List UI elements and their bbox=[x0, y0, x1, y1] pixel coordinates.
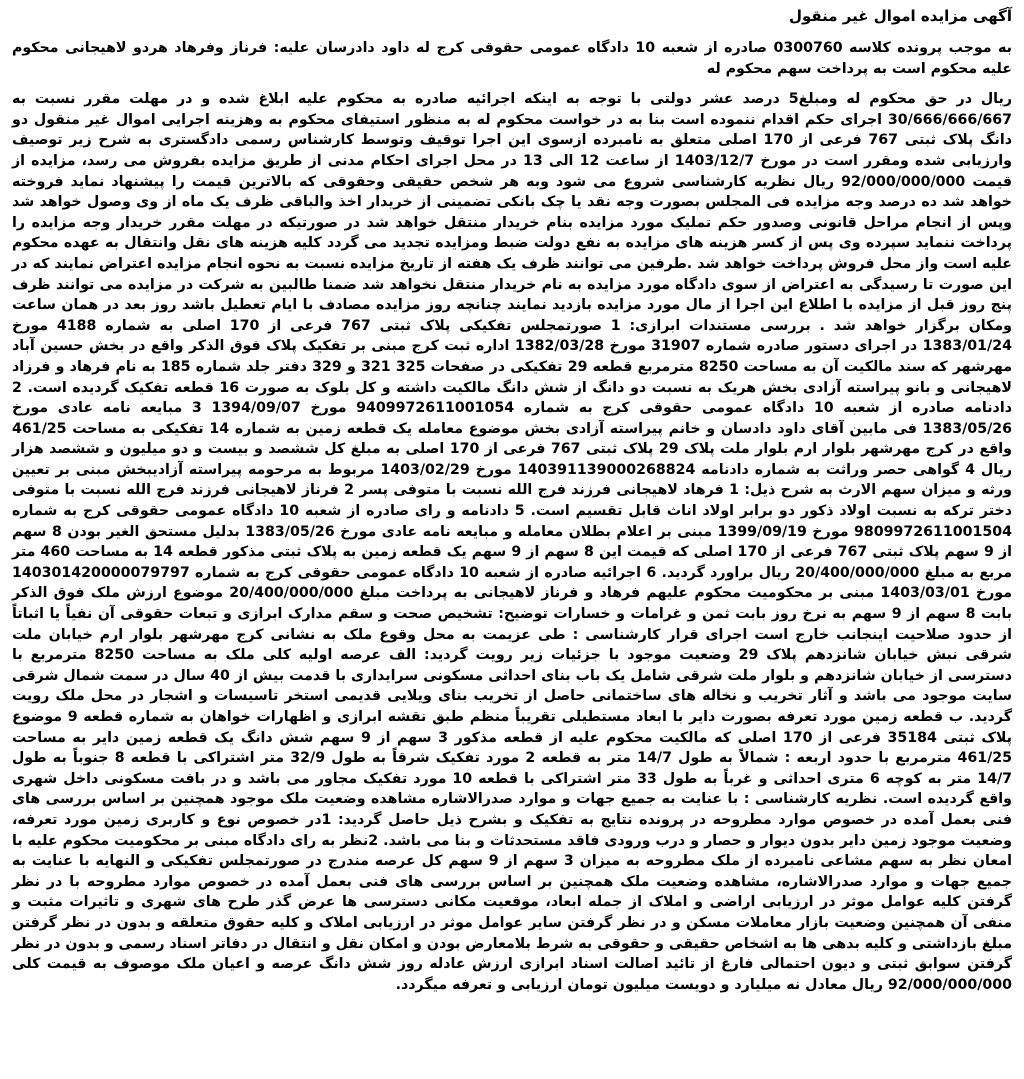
notice-intro: به موجب پرونده کلاسه 0300760 صادره از شعبه 10 دادگاه عمومی حقوقی کرج له داود دادرسان علیه: فرناز وفرهاد هردو لاهیجانی محکوم علیه محکوم است به پرداخت سهم محکوم له bbox=[12, 40, 1012, 77]
notice-body: ریال در حق محکوم له ومبلغ5 درصد عشر دولتی با توجه به اینکه اجرائیه صادره به محکوم علیه ابلاغ شده و در مهلت مقرر نسبت به 30/666/666/667 اجرای حکم اقدام ننموده است بنا به در خواست محکوم له به منظور استیفای محکوم به وهزینه اجرایی اموال غیر منقول دو دانگ پلاک ثبتی 767 فرعی از 170 اصلی متعلق به نامبرده ازسوی این اجرا توقیف وتوسط کارشناس رسمی دادگستری به شرح زیر توصیف وارزیابی شده ومقرر است در مورخ 1403/12/7 از ساعت 12 الی 13 در محل اجرای احکام مدنی از طریق مزایده بفروش می رسد، مزایده از قیمت 92/000/000/000 ریال نظریه کارشناسی شروع می شود وبه هر شخص حقیقی وحقوقی که بالاترین قیمت را پیشنهاد نماید فروخته خواهد شد ده درصد وجه مزایده فی المجلس بصورت وجه نقد یا چک بانکی تضمینی از خریدار اخذ والباقی ظرف یک ماه از وی وصول خواهد شد وپس از انجام مراحل قانونی وصدور حکم تملیک مورد مزایده بنام خریدار منتقل خواهد شد در صورتیکه در مهلت مقرر خریدار وجه مزایده را پرداخت ننماید سپرده وی پس از کسر هزینه های مزایده به نفع دولت ضبط ومزایده تجدید می گردد کلیه هزینه های نقل وانتقال به عهده محکوم علیه است واز محل فروش پرداخت خواهد شد .طرفین می توانند ظرف یک هفته از تاریخ مزایده نسبت به نحوه انجام مزایده اعتراض نمایند که در این صورت تا رسیدگی به اعتراض از سوی دادگاه مورد مزایده به نام خریدار منتقل نخواهد شد ضمنا طالبین به شرکت در مزایده می توانند ظرف پنج روز قبل از مزایده با اطلاع این اجرا از مال مورد مزایده بازدید نمایند چنانچه روز مزایده مصادف با ایام تعطیل باشد روز بعد در همان ساعت ومکان برگزار خواهد شد . بررسی مستندات ابرازی: 1 صورتمجلس تفکیکی پلاک ثبتی 767 فرعی از 170 اصلی به شماره 4188 مورخ 1383/01/24 در اجرای دستور صادره شماره 31907 مورخ 1382/03/28 اداره ثبت کرج مبنی بر تفکیک پلاک فوق الذکر واقع در بخش حسین آباد مهرشهر که سند مالکیت آن به مساحت 8250 مترمربع قطعه 29 تفکیکی در صفحات 325 321 و 329 دفتر جلد شماره 185 به نام فرهاد و فرزاد لاهیجانی و بانو پیراسته آزادی بخش هریک به نسبت دو دانگ از شش دانگ مالکیت داشته و کل بلوک به صورت 16 قطعه تفکیک گردیده است. 2 دادنامه صادره از شعبه 10 دادگاه عمومی حقوقی کرج به شماره 9409972611001054 مورخ 1394/09/07 3 مبایعه نامه عادی مورخ 1383/05/26 فی مابین آقای داود دادسان و خانم پیراسته آزادی بخش موضوع معامله یک قطعه زمین به شماره 14 تفکیکی به مساحت 461/25 واقع در کرج مهرشهر بلوار ارم بلوار ملت پلاک 29 پلاک ثبتی 767 فرعی از 170 اصلی به مبلغ کل ششصد و بیست و دو میلیون و ششصد هزار ریال 4 گواهی حصر وراثت به شماره دادنامه 140391139000268824 مورخ 1403/02/29 مربوط به مرحومه پیراسته آزادیبخش مبنی بر تعیین ورثه و میزان سهم الارث به شرح ذیل: 1 فرهاد لاهیجانی فرزند فرج الله نسبت با متوفی پسر 2 فرناز لاهیجانی فرزند فرج الله نسبت با متوفی دختر ترکه به نسبت اولاد ذکور دو برابر اولاد اناث قابل تقسیم است. 5 دادنامه و رای صادره از شعبه 10 دادگاه عمومی حقوقی کرج به شماره 9809972611001504 مورخ 1399/09/19 مبنی بر اعلام بطلان معامله و مبایعه نامه عادی مورخ 1383/05/26 بدلیل مستحق الغیر بودن 8 سهم از 9 سهم پلاک ثبتی 767 فرعی از 170 اصلی که قیمت این 8 سهم از 9 سهم یک قطعه زمین به پلاک ثبتی مذکور قطعه 14 به مساحت 460 متر مربع به مبلغ 20/400/000/000 ریال براورد گردید. 6 اجرائیه صادره از شعبه 10 دادگاه عمومی حقوقی کرج به شماره 140301420000079797 مورخ 1403/03/01 مبنی بر محکومیت محکوم علیهم فرهاد و فرناز لاهیجانی به پرداخت مبلغ 20/400/000/000 موضوع ارزش ملک فوق الذکر بابت 8 سهم از 9 سهم به نرخ روز بابت ثمن و غرامات و خسارات توضیح: تشخیص صحت و سقم مدارک ابرازی و تبعات حقوقی آن نفیاً یا اثباتاً از حدود صلاحیت اینجانب خارج است اجرای قرار کارشناسی : طی عزیمت به محل وقوع ملک به نشانی کرج مهرشهر بلوار ارم خیابان ملت شرقی نبش خیابان شانزدهم پلاک 29 وضعیت موجود با جزئیات زیر رویت گردید: الف عرصه اولیه کلی ملک به مساحت 8250 مترمربع با دسترسی از خیابان شانزدهم و بلوار ملت شرقی شامل یک باب بنای احداثی مسکونی سرایداری با قدمت بیش از 40 سال در سمت شمال شرقی سایت موجود می باشد و آثار تخریب و نخاله های ساختمانی حاصل از تخریب بنای ویلایی قدیمی استخر تاسیسات و اشجار در محل ملک رویت گردید. ب قطعه زمین مورد تعرفه بصورت دایر با ابعاد مستطیلی تقریباً منظم طبق نقشه ابرازی و اظهارات خواهان به شماره قطعه 9 موضوع پلاک ثبتی 35184 فرعی از 170 اصلی که مالکیت محکوم علیه از قطعه مذکور 3 سهم از 9 سهم شش دانگ یک قطعه زمین دایر به مساحت 461/25 مترمربع با حدود اربعه : شمالاً به طول 14/7 متر به قطعه 2 مورد تفکیک شرقاً به طول 32/9 متر اشتراکی با قطعه 8 جنوباً به طول 14/7 متر به کوچه 6 متری احداثی و غرباً به طول 33 متر اشتراکی با قطعه 10 مورد تفکیک مجاور می باشد و در بافت مسکونی داخل شهری واقع گردیده است. نظریه کارشناسی : با عنایت به جمیع جهات و موارد صدرالاشاره مشاهده وضعیت ملک موجود همچنین بر اساس بررسی های فنی بعمل آمده در خصوص موارد مطروحه در پرونده نتایج به تفکیک و بشرح ذیل حاصل گردید: 1در خصوص نوع و کاربری زمین مورد تعرفه، وضعیت موجود زمین دایر بدون دیوار و حصار و درب ورودی فاقد مستحدثات و بنا می باشد. 2نظر به رای دادگاه مبنی بر محکومیت محکوم علیه با امعان نظر به سهم مشاعی نامبرده از ملک مطروحه به میزان 3 سهم از 9 سهم کل عرصه مندرج در صورتمجلس تفکیکی و النهایه با عنایت به جمیع جهات و موارد صدرالاشاره، مشاهده وضعیت ملک همچنین بر اساس بررسی های فنی بعمل آمده در خصوص موارد مطروحه با در نظر گرفتن کلیه عوامل موثر در ارزیابی اراضی و املاک از جمله ابعاد، موقعیت مکانی دسترسی ها عرض گذر طرح های شهری و تاثیرات مثبت و منفی آن همچنین وضعیت بازار معاملات مسکن و در نظر گرفتن سایر عوامل موثر در ارزیابی املاک و کلیه حقوق متعلقه و بدون در نظر گرفتن مبلغ بازداشتی و کلیه بدهی ها به اشخاص حقیقی و حقوقی به شرط بلامعارض بودن و امکان نقل و انتقال در دفاتر اسناد رسمی و بدون در نظر گرفتن سوابق ثبتی و دیون احتمالی فارغ از تائید اصالت اسناد ابرازی ارزش عادله روز شش دانگ عرصه و اعیان ملک موصوف به قیمت کلی 92/000/000/000 ریال معادل نه میلیارد و دویست میلیون تومان ارزیابی و تعرفه میگردد. bbox=[12, 91, 1013, 993]
notice-title: آگهی مزایده اموال غیر منقول bbox=[788, 7, 1012, 25]
